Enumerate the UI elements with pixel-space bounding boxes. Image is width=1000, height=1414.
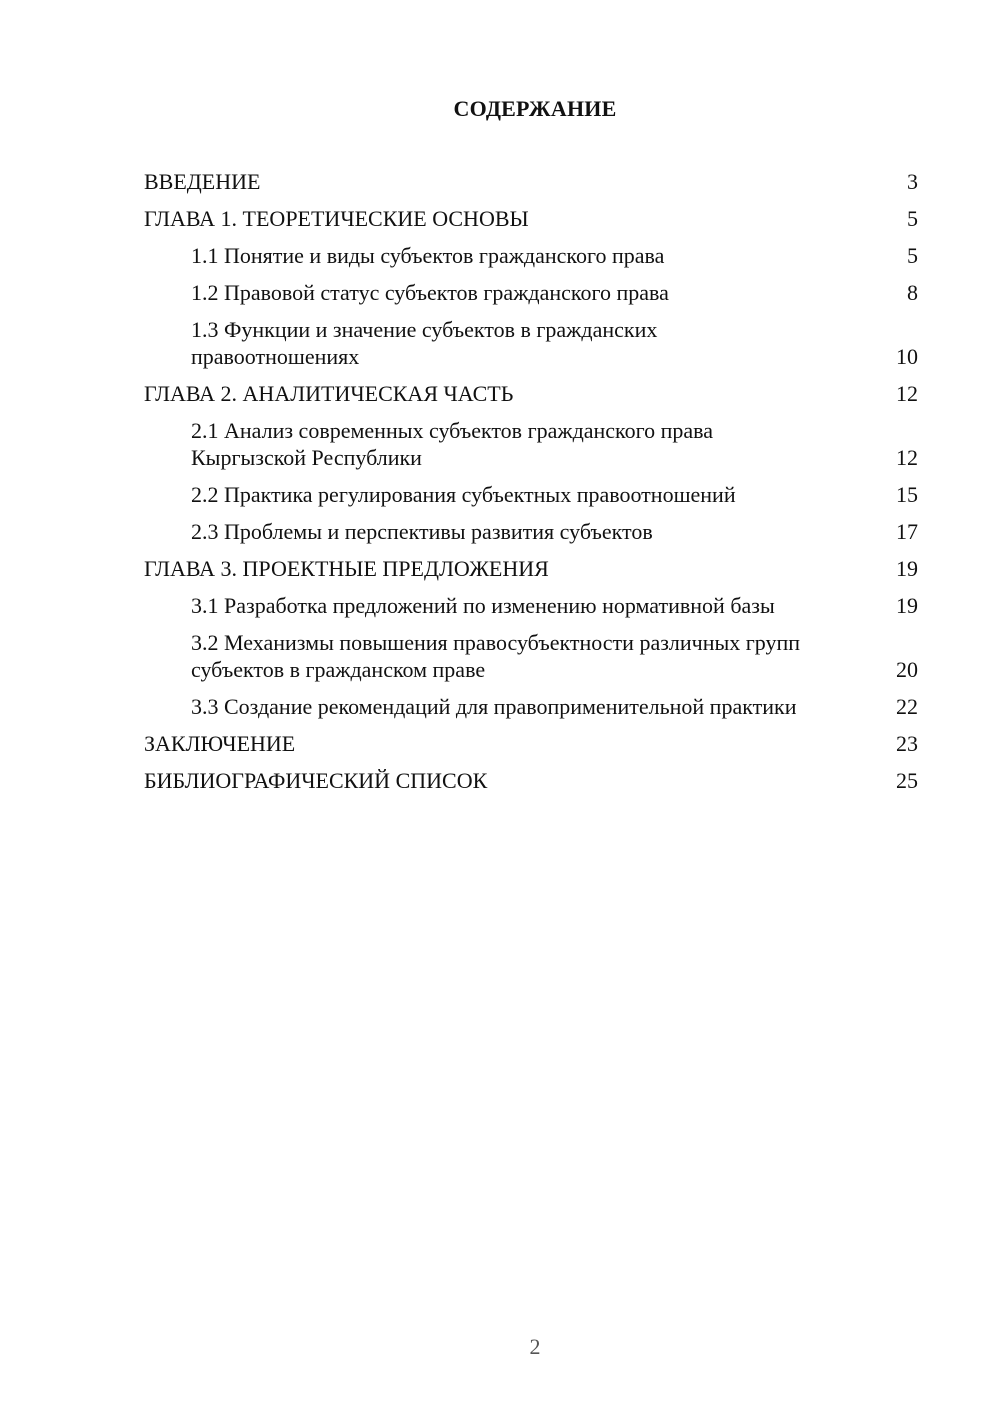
toc-entry-label: 3.3 Создание рекомендаций для правоприменительной практики	[191, 694, 797, 719]
toc-entry-page: 12	[896, 445, 918, 470]
toc-entry-label: 1.2 Правовой статус субъектов гражданского права	[191, 280, 669, 305]
toc-entry-label: 3.1 Разработка предложений по изменению нормативной базы	[191, 593, 775, 618]
toc-entry-chapter-3[interactable]	[144, 555, 918, 582]
toc-entry-label: ГЛАВА 3. ПРОЕКТНЫЕ ПРЕДЛОЖЕНИЯ	[144, 556, 549, 581]
toc-entry-page: 8	[907, 280, 918, 305]
toc-entry-conclusion[interactable]	[144, 730, 918, 757]
toc-entry-page: 17	[896, 519, 918, 544]
toc-entry-section-2-2[interactable]	[144, 481, 918, 508]
toc-entry-chapter-2[interactable]	[144, 380, 918, 407]
toc-entry-section-3-3[interactable]	[144, 693, 918, 720]
toc-entry-page: 15	[896, 482, 918, 507]
table-of-contents	[144, 168, 918, 804]
toc-entry-page: 10	[896, 344, 918, 369]
toc-entry-page: 3	[907, 169, 918, 194]
toc-entry-page: 19	[896, 593, 918, 618]
toc-entry-section-1-3[interactable]	[144, 316, 918, 370]
toc-entry-label: 1.3 Функции и значение субъектов в гражданских правоотношениях	[191, 317, 658, 369]
toc-entry-page: 20	[896, 657, 918, 682]
toc-entry-section-1-1[interactable]	[144, 242, 918, 269]
toc-entry-label: ВВЕДЕНИЕ	[144, 169, 261, 194]
toc-entry-label: 2.2 Практика регулирования субъектных правоотношений	[191, 482, 736, 507]
toc-entry-label: 2.3 Проблемы и перспективы развития субъектов	[191, 519, 653, 544]
toc-entry-bibliography[interactable]	[144, 767, 918, 794]
toc-entry-page: 22	[896, 694, 918, 719]
page-title: СОДЕРЖАНИЕ	[453, 96, 617, 121]
toc-entry-label: ЗАКЛЮЧЕНИЕ	[144, 731, 296, 756]
toc-entry-label: 2.1 Анализ современных субъектов гражданского права Кыргызской Республики	[191, 418, 714, 470]
toc-entry-label: 3.2 Механизмы повышения правосубъектности различных групп субъектов в гражданском праве	[191, 630, 801, 682]
toc-entry-label: ГЛАВА 2. АНАЛИТИЧЕСКАЯ ЧАСТЬ	[144, 381, 514, 406]
toc-entry-page: 19	[896, 556, 918, 581]
toc-entry-section-3-1[interactable]	[144, 592, 918, 619]
toc-entry-introduction[interactable]	[144, 168, 918, 195]
toc-entry-label: ГЛАВА 1. ТЕОРЕТИЧЕСКИЕ ОСНОВЫ	[144, 206, 529, 231]
toc-entry-section-1-2[interactable]	[144, 279, 918, 306]
page-number: 2	[529, 1334, 541, 1359]
toc-entry-label: БИБЛИОГРАФИЧЕСКИЙ СПИСОК	[144, 768, 488, 793]
toc-entry-page: 12	[896, 381, 918, 406]
toc-entry-section-2-3[interactable]	[144, 518, 918, 545]
toc-entry-page: 25	[896, 768, 918, 793]
toc-entry-section-3-2[interactable]	[144, 629, 918, 683]
toc-entry-page: 23	[896, 731, 918, 756]
toc-entry-section-2-1[interactable]	[144, 417, 918, 471]
toc-entry-page: 5	[907, 206, 918, 231]
toc-entry-chapter-1[interactable]	[144, 205, 918, 232]
toc-entry-page: 5	[907, 243, 918, 268]
toc-entry-label: 1.1 Понятие и виды субъектов гражданского права	[191, 243, 665, 268]
